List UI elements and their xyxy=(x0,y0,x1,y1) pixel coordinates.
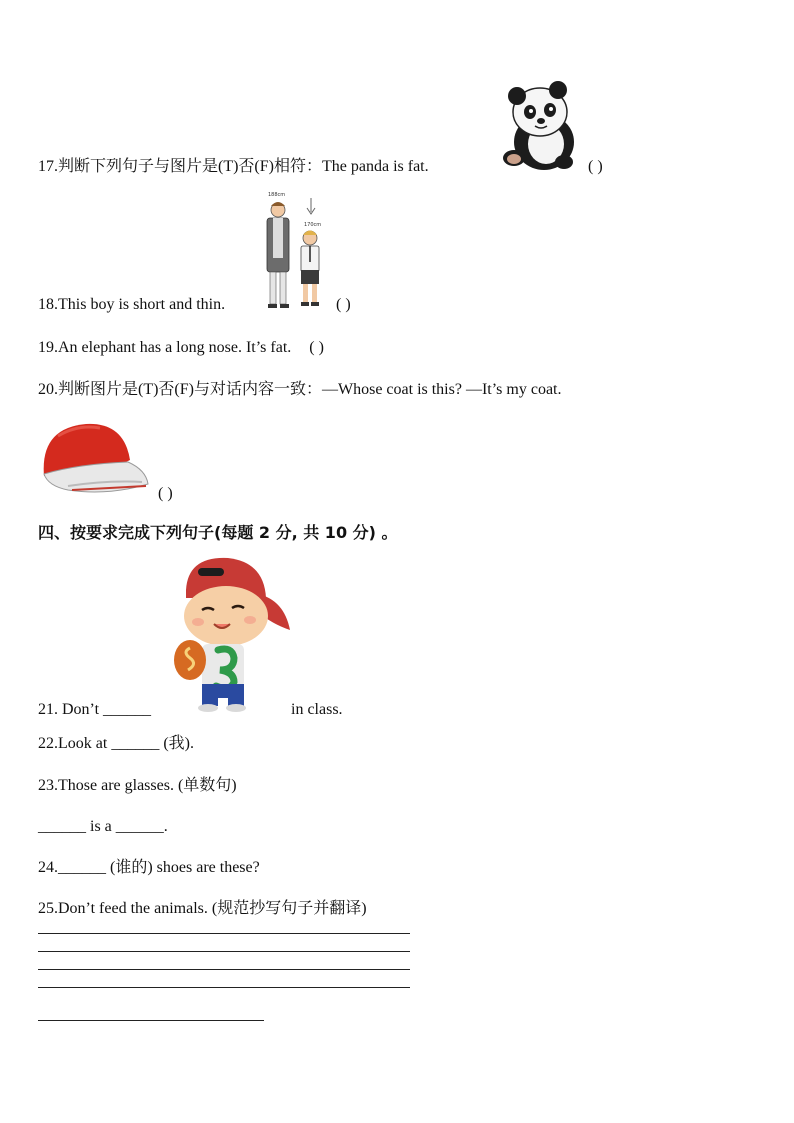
question-21-part1: 21. Don’t ______ xyxy=(38,701,152,718)
writing-line xyxy=(38,987,410,988)
panda-image xyxy=(500,78,580,174)
writing-line xyxy=(38,933,410,934)
writing-line-short xyxy=(38,1020,264,1021)
question-18-text: 18.This boy is short and thin. xyxy=(38,296,226,313)
question-19 xyxy=(38,338,324,358)
question-21-part2: in class. xyxy=(291,701,343,718)
question-25: 25.Don’t feed the animals. (规范抄写句子并翻译) xyxy=(38,900,367,917)
question-17-text: 17.判断下列句子与图片是(T)否(F)相符：The panda is fat. xyxy=(38,158,429,175)
question-22: 22.Look at ______ (我). xyxy=(38,735,194,752)
writing-line xyxy=(38,969,410,970)
question-20-bracket: ( ) xyxy=(158,485,173,502)
question-23: 23.Those are glasses. (单数句) xyxy=(38,777,237,794)
question-17-bracket: ( ) xyxy=(588,158,603,175)
question-18-bracket: ( ) xyxy=(336,296,351,313)
boy-with-cap-image xyxy=(168,554,294,712)
question-18 xyxy=(38,295,225,315)
writing-line xyxy=(38,951,410,952)
question-23-answer: ______ is a ______. xyxy=(38,818,168,835)
question-24: 24.______ (谁的) shoes are these? xyxy=(38,859,260,876)
question-20-text: 20.判断图片是(T)否(F)与对话内容一致：—Whose coat is this? —It’s my coat. xyxy=(38,381,562,398)
question-19-bracket: ( ) xyxy=(309,339,324,356)
question-20 xyxy=(38,380,562,400)
height-label-tall: 188cm xyxy=(268,192,286,198)
tall-short-people-image xyxy=(258,188,330,312)
section-4-title: 四、按要求完成下列句子(每题 2 分, 共 10 分) 。 xyxy=(38,523,398,542)
height-label-short: 170cm xyxy=(304,222,322,228)
question-17 xyxy=(38,157,429,177)
cap-image xyxy=(38,418,152,500)
question-19-text: 19.An elephant has a long nose. It’s fat. xyxy=(38,339,292,356)
